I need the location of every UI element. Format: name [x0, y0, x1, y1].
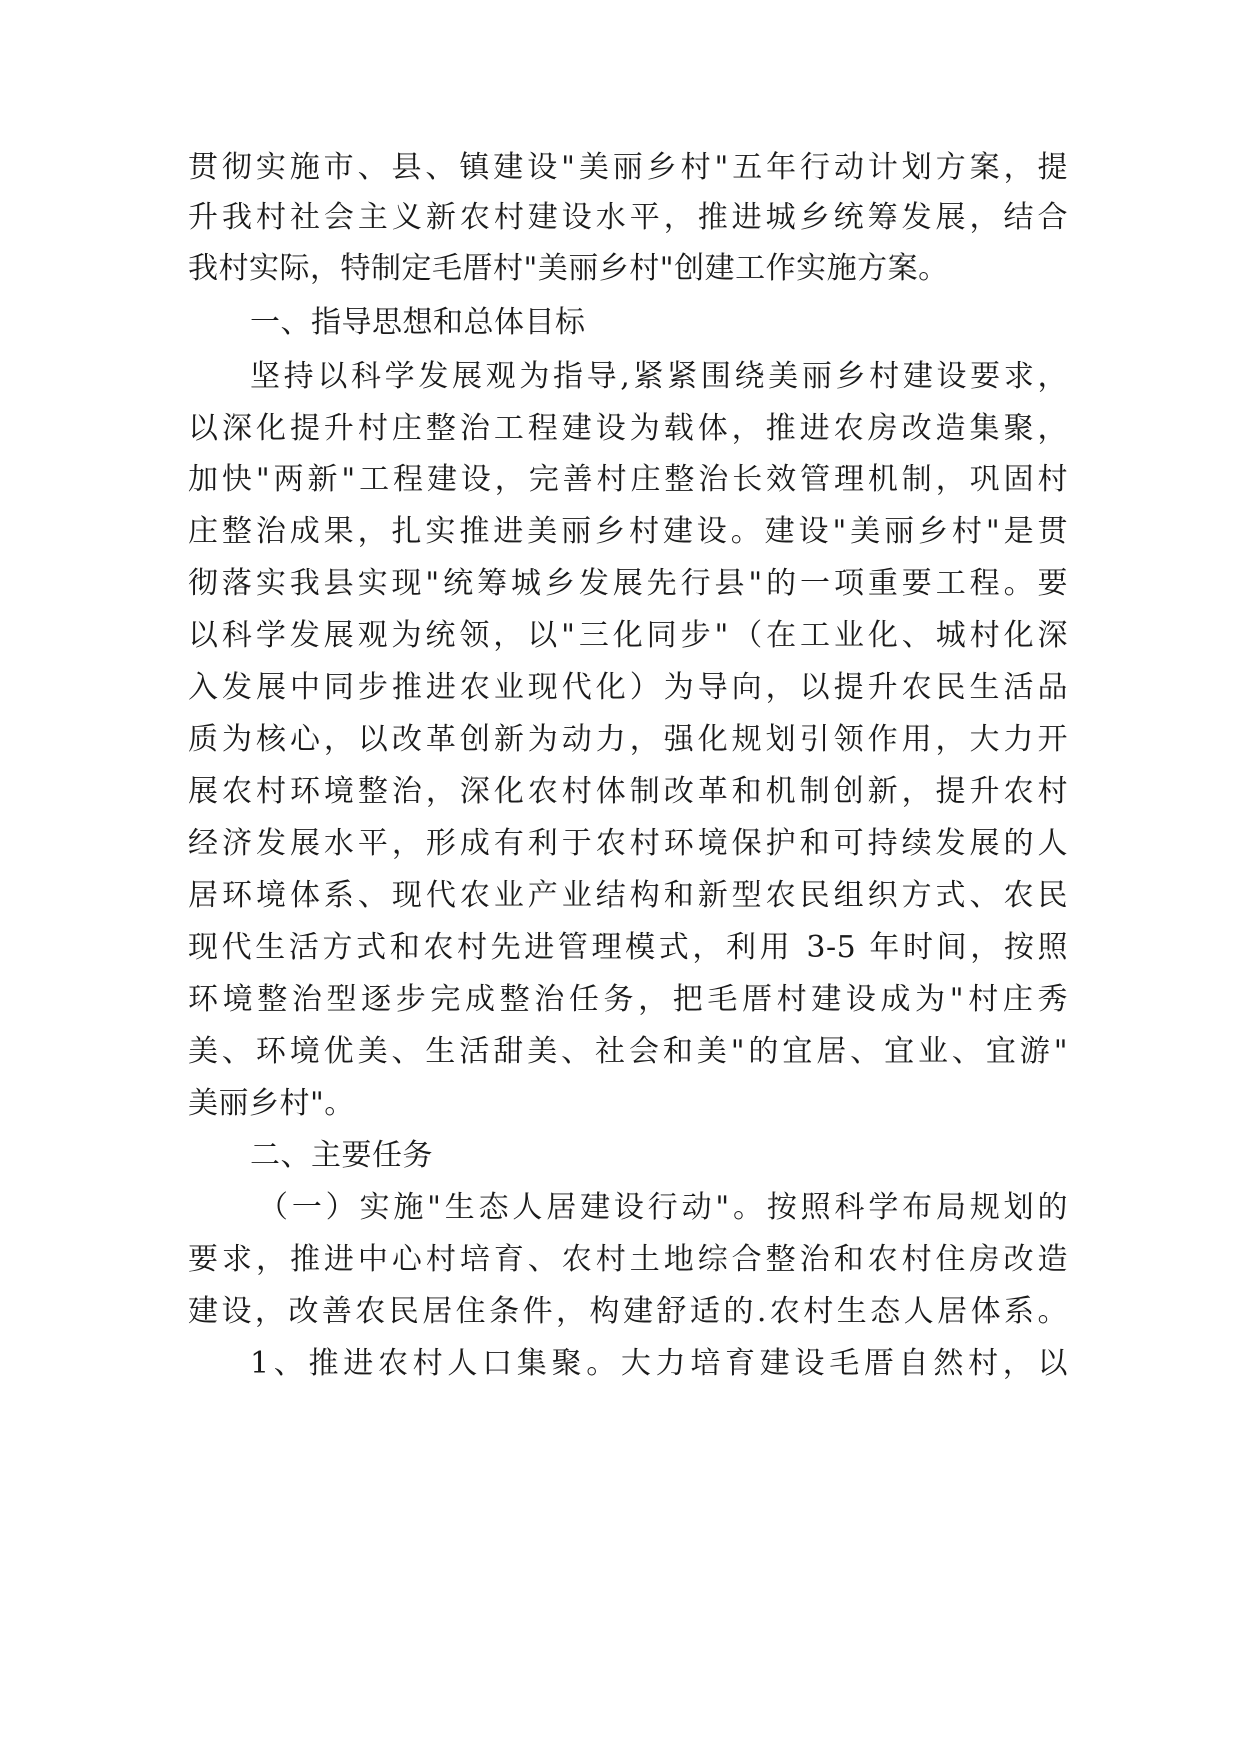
paragraph-guiding-line-11: 居环境体系、现代农业产业结构和新型农民组织方式、农民	[188, 878, 1068, 913]
section-heading-guiding-ideology: 一、指导思想和总体目标	[250, 305, 586, 340]
paragraph-guiding-line-10: 经济发展水平，形成有利于农村环境保护和可持续发展的人	[188, 826, 1068, 861]
paragraph-guiding-line-9: 展农村环境整治，深化农村体制改革和机制创新，提升农村	[188, 774, 1068, 809]
paragraph-guiding-line-8: 质为核心，以改革创新为动力，强化规划引领作用，大力开	[188, 722, 1068, 757]
section-heading-main-tasks: 二、主要任务	[250, 1138, 433, 1173]
paragraph-task-one-line-3: 建设，改善农民居住条件，构建舒适的.农村生态人居体系。	[188, 1294, 1068, 1329]
paragraph-guiding-line-7: 入发展中同步推进农业现代化）为导向，以提升农民生活品	[188, 670, 1068, 705]
paragraph-task-one-line-2: 要求，推进中心村培育、农村土地综合整治和农村住房改造	[188, 1242, 1068, 1277]
paragraph-guiding-line-5: 彻落实我县实现"统筹城乡发展先行县"的一项重要工程。要	[188, 566, 1068, 601]
paragraph-guiding-line-13: 环境整治型逐步完成整治任务，把毛厝村建设成为"村庄秀	[188, 982, 1068, 1017]
paragraph-guiding-line-1: 坚持以科学发展观为指导,紧紧围绕美丽乡村建设要求，	[250, 359, 1068, 394]
paragraph-task-one-line-1: （一）实施"生态人居建设行动"。按照科学布局规划的	[258, 1190, 1068, 1225]
paragraph-intro-line-2: 升我村社会主义新农村建设水平，推进城乡统筹发展，结合	[188, 200, 1068, 235]
paragraph-guiding-line-4: 庄整治成果，扎实推进美丽乡村建设。建设"美丽乡村"是贯	[188, 514, 1068, 549]
paragraph-intro-line-1: 贯彻实施市、县、镇建设"美丽乡村"五年行动计划方案，提	[188, 150, 1068, 185]
paragraph-guiding-line-6: 以科学发展观为统领，以"三化同步"（在工业化、城村化深	[188, 618, 1068, 653]
paragraph-guiding-line-15: 美丽乡村"。	[188, 1086, 355, 1121]
paragraph-guiding-line-3: 加快"两新"工程建设，完善村庄整治长效管理机制，巩固村	[188, 462, 1068, 497]
paragraph-guiding-line-12: 现代生活方式和农村先进管理模式，利用 3-5 年时间，按照	[188, 930, 1068, 965]
paragraph-item-one-line-1: 1、推进农村人口集聚。大力培育建设毛厝自然村，以	[250, 1346, 1068, 1381]
paragraph-guiding-line-2: 以深化提升村庄整治工程建设为载体，推进农房改造集聚，	[188, 411, 1068, 446]
paragraph-guiding-line-14: 美、环境优美、生活甜美、社会和美"的宜居、宜业、宜游"	[188, 1034, 1068, 1069]
paragraph-intro-line-3: 我村实际，特制定毛厝村"美丽乡村"创建工作实施方案。	[188, 251, 949, 286]
